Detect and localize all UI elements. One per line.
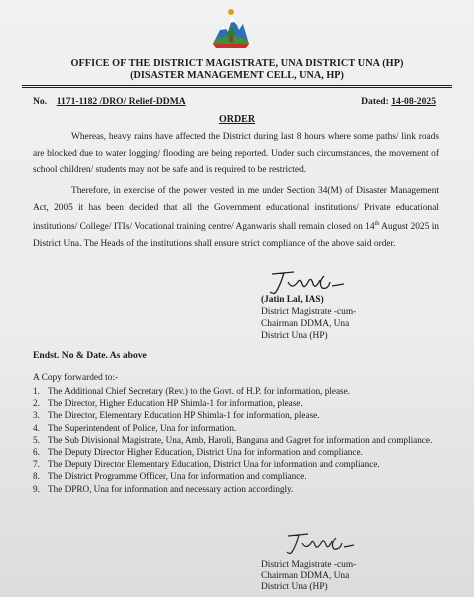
recipient-item: 7. The Deputy Director Elementary Education, District Una for information and compliance. <box>33 459 380 470</box>
reference-number <box>33 96 186 107</box>
header-rule-top <box>22 85 452 86</box>
recipient-list <box>33 386 443 496</box>
paragraph-whereas: Whereas, heavy rains have affected the District during last 8 hours where some paths/ link roads are blocked due to water logging/ flooding are being reported. Under such circumstances, the movement of school children/ students may not be safe and is required to be restricted. <box>33 132 439 176</box>
recipient-item: 6. The Deputy Director Higher Education, District Una for information and compliance. <box>33 446 363 457</box>
recipient-item: 1. The Additional Chief Secretary (Rev.) to the Govt. of H.P. for information, please. <box>33 386 351 396</box>
signatory-name: (Jatin Lal, IAS) <box>261 295 324 305</box>
signature-block-1 <box>261 294 356 342</box>
reference-prefix: No. <box>33 96 48 107</box>
signatory-district-2: District Una (HP) <box>261 582 328 592</box>
paragraph-therefore-part2: August 2025 in District Una. The Heads of the institutions shall ensure strict compliance of the above said order. <box>33 222 439 250</box>
order-title: ORDER <box>218 114 256 125</box>
reference-value: 1171-1182 /DRO/ Relief-DDMA <box>56 96 186 107</box>
recipient-item: 5. The Sub Divisional Magistrate, Una, Amb, Haroli, Bangana and Gagret for information and compliance. <box>33 434 433 445</box>
recipient-item: 8. The District Programme Officer, Una for information and compliance. <box>33 471 307 482</box>
endorsement-line: Endst. No & Date. As above <box>33 350 147 361</box>
order-date <box>361 96 436 107</box>
signatory-chairman-2: Chairman DDMA, Una <box>261 571 350 581</box>
office-heading: OFFICE OF THE DISTRICT MAGISTRATE, UNA DISTRICT UNA (HP) <box>70 58 404 69</box>
date-ordinal: th <box>374 221 380 228</box>
dated-label: Dated: <box>361 96 389 107</box>
cell-heading: (DISASTER MANAGEMENT CELL, UNA, HP) <box>130 70 344 81</box>
signature-block-2 <box>261 560 356 593</box>
recipient-item: 4. The Superintendent of Police, Una for information. <box>33 422 237 433</box>
signatory-chairman: Chairman DDMA, Una <box>261 319 350 329</box>
recipient-item: 3. The Director, Elementary Education HP Shimla-1 for information, please. <box>33 410 320 421</box>
signatory-district: District Una (HP) <box>261 331 328 341</box>
recipient-item: 9. The DPRO, Una for information and necessary action accordingly. <box>33 483 294 494</box>
state-emblem-icon <box>209 4 253 50</box>
signatory-designation-2: District Magistrate -cum- <box>261 560 357 570</box>
copy-forwarded-heading: A Copy forwarded to:- <box>33 373 119 383</box>
signature-image-2 <box>282 530 362 558</box>
dated-value: 14-08-2025 <box>391 96 436 107</box>
paragraph-therefore-part1: Therefore, in exercise of the power vested in me under Section 34(M) of Disaster Management Act, 2005 it has been decided that all the Government educational institutions/ Private educational institutions/ College/ ITIs/ Vocational training centre/ Aganwaris shall remain closed on 14 <box>33 186 439 233</box>
header-rule-bottom <box>22 87 452 88</box>
recipient-item: 2. The Director, Higher Education HP Shimla-1 for information, please. <box>33 398 303 409</box>
signatory-designation: District Magistrate -cum- <box>261 307 357 317</box>
paragraph-therefore <box>33 183 439 253</box>
